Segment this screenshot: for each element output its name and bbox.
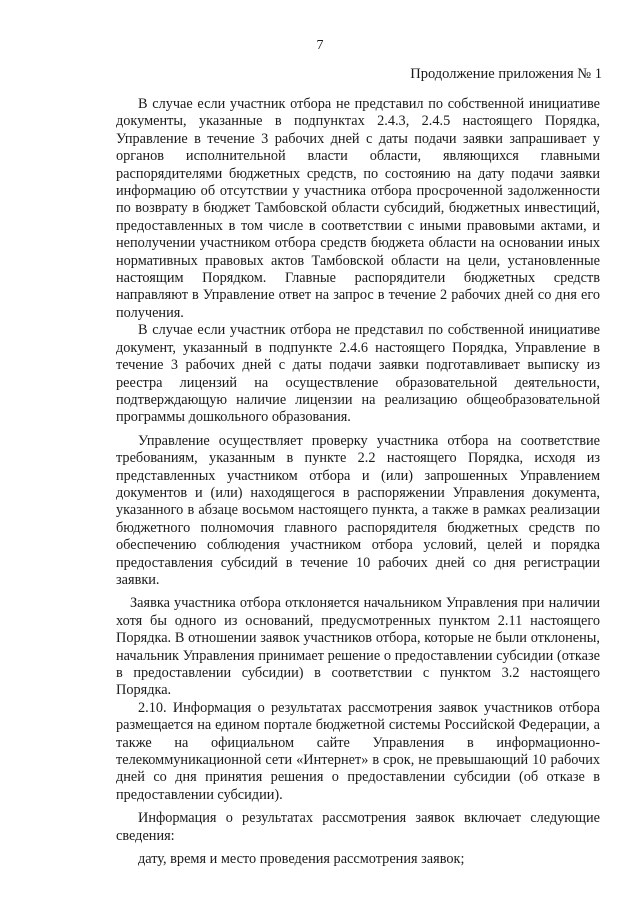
paragraph-rejection: Заявка участника отбора отклоняется начальником Управления при наличии хотя бы одного из оснований, предусмотренных пунктом 2.11 настоящего Порядка. В отношении заявок участников отбора, которые не были отклонены, начальник Управления принимает решение о предоставлении субсидии (отказе в предоставлении субсидии) в соответствии с пунктом 3.2 настоящего Порядка. — [116, 595, 600, 699]
paragraph-verification: Управление осуществляет проверку участника отбора на соответствие требованиям, указанным в пункте 2.2 настоящего Порядка, исходя из представленных участником отбора и (или) запрошенных Управлением документов и (или) находящегося в распоряжении Управления документа, указанного в абзаце восьмом настоящего пункта, а также в рамках реализации бюджетного полномочия главного распорядителя бюджетных средств по обеспечению соблюдения участником отбора условий, целей и порядка предоставления субсидий в течение 10 рабочих дней со дня регистрации заявки. — [116, 432, 600, 588]
paragraph-results-content: Информация о результатах рассмотрения заявок включает следующие сведения: — [116, 810, 600, 844]
paragraph-request-debt-info: В случае если участник отбора не представил по собственной инициативе документы, указанные в подпунктах 2.4.3, 2.4.5 настоящего Порядка, Управление в течение 3 рабочих дней с даты подачи заявки запрашивает у органов исполнительной власти области, являющихся главными распорядителями бюджетных средств, по состоянию на дату подачи заявки информацию об отсутствии у участника отбора просроченной задолженности по возврату в бюджет Тамбовской области субсидий, бюджетных инвестиций, предоставленных в том числе в соответствии с иными правовыми актами, и неполучении участником отбора средств бюджета области на основании иных нормативных правовых актов Тамбовской области на цели, установленные настоящим Порядком. Главные распорядители бюджетных средств направляют в Управление ответ на запрос в течение 2 рабочих дней со дня его получения. — [116, 96, 600, 321]
document-body — [116, 96, 600, 868]
paragraph-license-extract: В случае если участник отбора не представил по собственной инициативе документ, указанный в подпункте 2.4.6 настоящего Порядка, Управление в течение 3 рабочих дней с даты подачи заявки подготавливает выписку из реестра лицензий на осуществление образовательной деятельности, подтверждающую наличие лицензии на реализацию общеобразовательной программы дошкольного образования. — [116, 322, 600, 426]
paragraph-date-time-place: дату, время и место проведения рассмотрения заявок; — [138, 851, 465, 868]
paragraph-2-10-results: 2.10. Информация о результатах рассмотрения заявок участников отбора размещается на едином портале бюджетной системы Российской Федерации, а также на официальном сайте Управления в информационно-телекоммуникационной сети «Интернет» в срок, не превышающий 10 рабочих дней со дня принятия решения о предоставлении субсидии (об отказе в предоставлении субсидии). — [116, 699, 600, 803]
appendix-label: Продолжение приложения № 1 — [410, 66, 602, 82]
page-number: 7 — [316, 38, 324, 53]
